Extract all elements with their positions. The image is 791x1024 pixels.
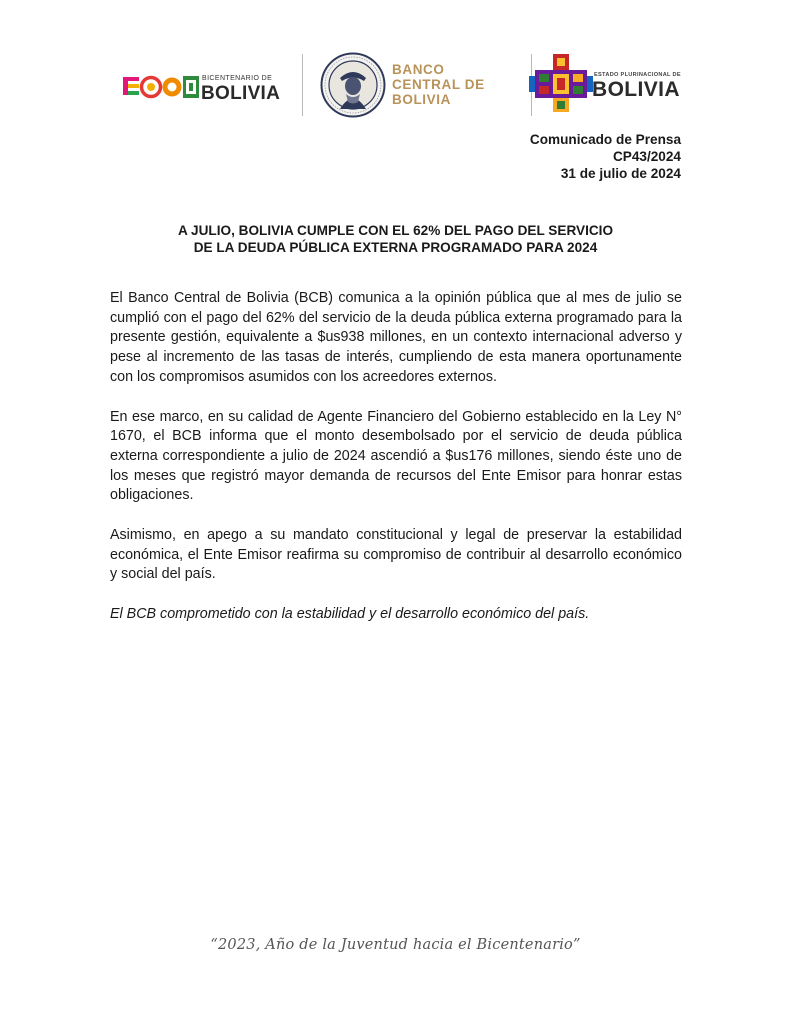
estado-small-text: ESTADO PLURINACIONAL DE <box>594 72 681 78</box>
body-paragraph: El Banco Central de Bolivia (BCB) comunica a la opinión pública que al mes de julio se cumplió con el pago del 62% del servicio de la deuda pública externa programado para la presente gestión, equivalente a $us938 millones, en un contexto internacional adverso y pese al incremento de las tasas de interés, cumpliendo de esta manera oportunamente con los compromisos asumidos con los acreedores externos. <box>110 290 682 385</box>
press-label: Comunicado de Prensa <box>529 132 681 147</box>
header-logos <box>0 48 791 128</box>
press-code: CP43/2024 <box>612 149 681 164</box>
bicentenario-big-text: BOLIVIA <box>201 83 281 104</box>
closing-statement: El BCB comprometido con la estabilidad y el desarrollo económico del país. <box>110 606 590 623</box>
document-title <box>110 222 681 256</box>
body-paragraph: Asimismo, en apego a su mandato constitucional y legal de preservar la estabilidad económica, el Ente Emisor reafirma su compromiso de contribuir al desarrollo económico y social del país. <box>110 527 682 583</box>
bcb-logo-line: BANCO <box>392 62 445 77</box>
body-paragraph: En ese marco, en su calidad de Agente Financiero del Gobierno establecido en la Ley N° 1670, el BCB informa que el monto desembolsado por el servicio de deuda pública externa correspondiente a julio de 2024 ascendió a $us176 millones, siendo éste uno de los meses que registró mayor demanda de recursos del Ente Emisor para honrar estas obligaciones. <box>110 408 682 504</box>
bicentenario-small-text: BICENTENARIO DE <box>202 75 273 82</box>
estado-big-text: BOLIVIA <box>592 78 680 101</box>
bcb-seal-icon <box>320 52 386 118</box>
press-info <box>530 131 681 182</box>
document-body <box>110 289 682 645</box>
bcb-logo-line: BOLIVIA <box>392 92 451 107</box>
footer-motto: “2023, Año de la Juventud hacia el Bicentenario” <box>210 937 581 953</box>
bcb-logo-line: CENTRAL DE <box>392 77 485 92</box>
bcb-logo-text <box>392 62 512 107</box>
press-date: 31 de julio de 2024 <box>560 166 681 181</box>
title-line: A JULIO, BOLIVIA CUMPLE CON EL 62% DEL PAGO DEL SERVICIO <box>177 223 614 238</box>
title-line: DE LA DEUDA PÚBLICA EXTERNA PROGRAMADO PARA 2024 <box>193 240 598 255</box>
logo-divider <box>302 54 303 116</box>
bicentenario-logo <box>122 72 292 102</box>
bicentenario-emblem-icon <box>122 72 200 102</box>
estado-plurinacional-emblem-icon <box>529 52 593 114</box>
